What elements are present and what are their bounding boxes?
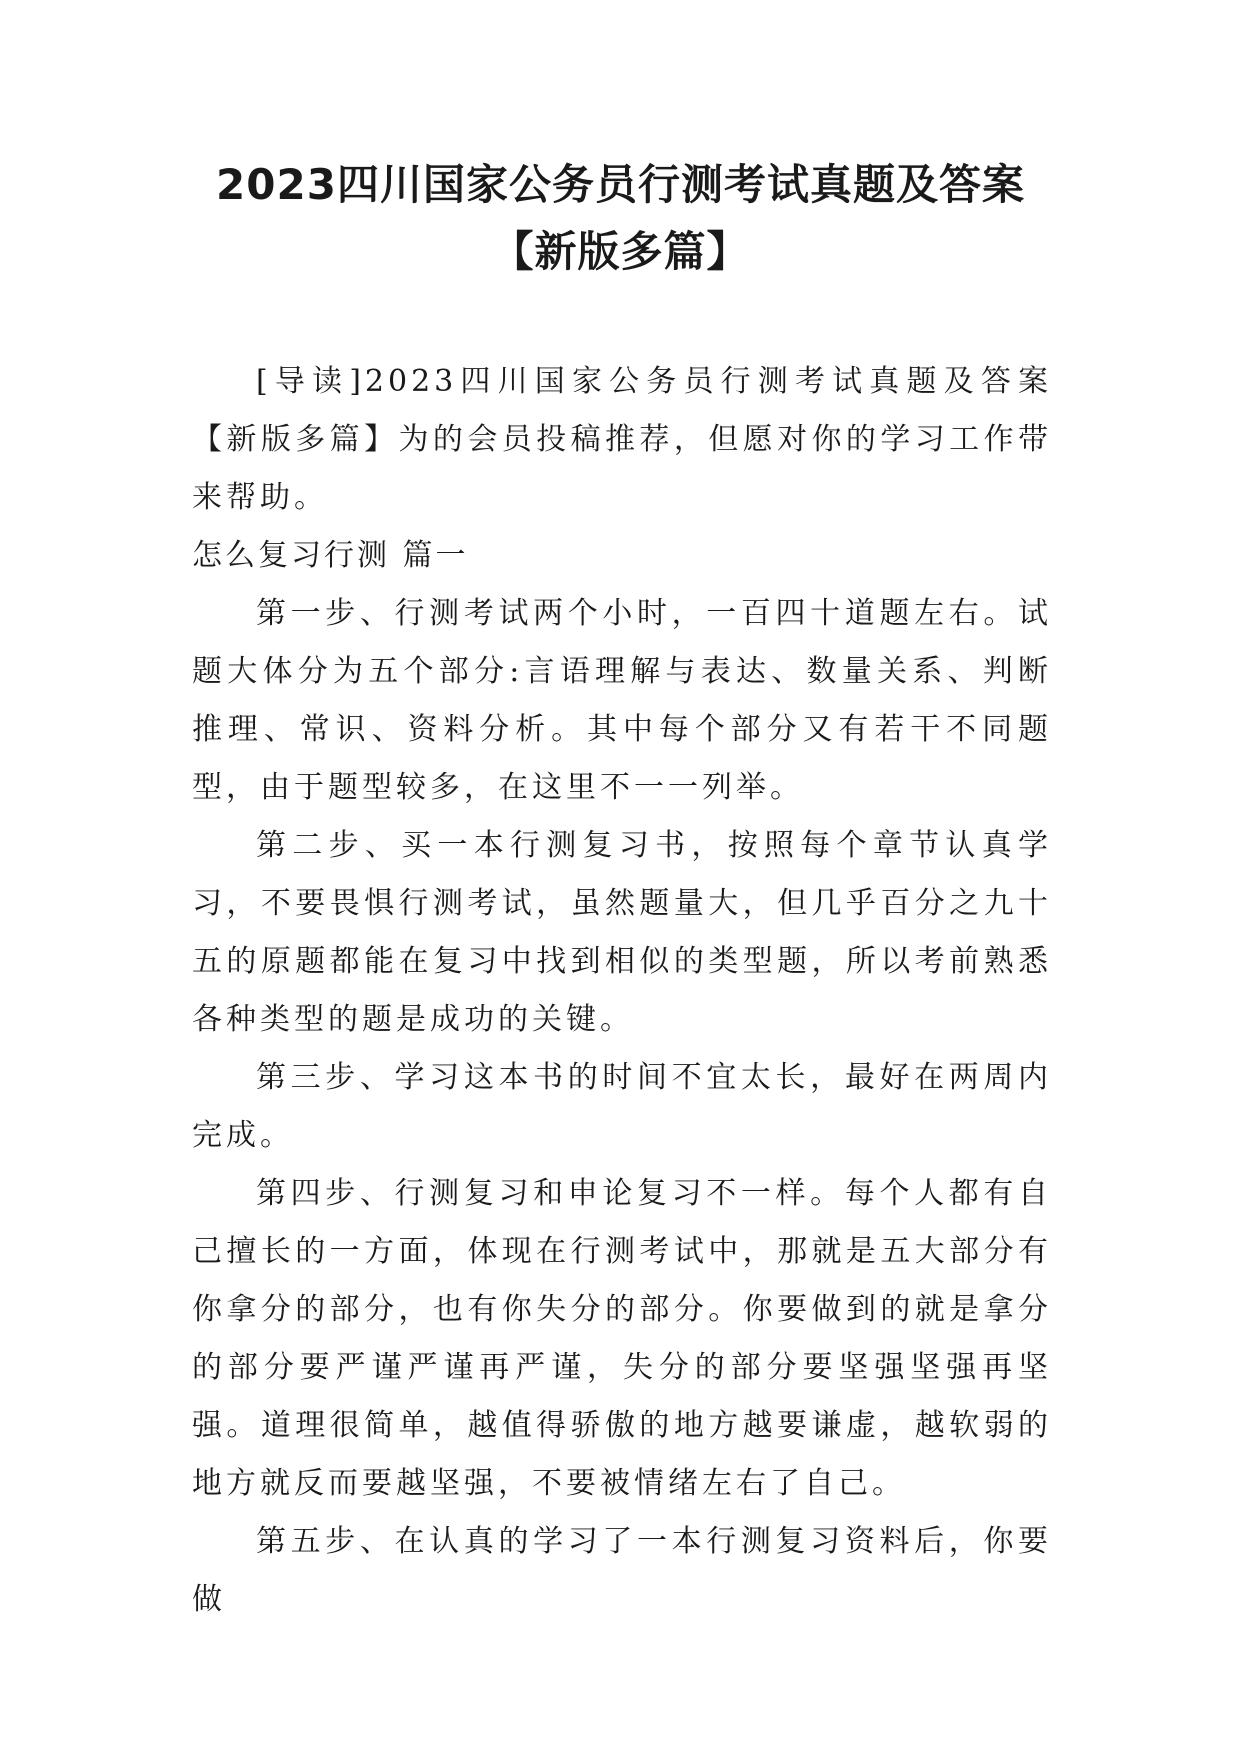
- paragraph-step-3: 第三步、学习这本书的时间不宜太长，最好在两周内完成。: [192, 1060, 1052, 1153]
- paragraph-step-1: 第一步、行测考试两个小时，一百四十道题左右。试题大体分为五个部分:言语理解与表达、数量关系、判断推理、常识、资料分析。其中每个部分又有若干不同题型，由于题型较多，在这里不一一列举。: [192, 596, 1052, 805]
- paragraph-step-5: 第五步、在认真的学习了一本行测复习资料后，你要做: [192, 1524, 1052, 1617]
- section-heading: 怎么复习行测 篇一: [192, 538, 469, 573]
- document-title-line2: 【新版多篇】: [491, 227, 750, 276]
- document-title-line1: 2023四川国家公务员行测考试真题及答案: [216, 160, 1025, 209]
- intro-paragraph: [导读]2023四川国家公务员行测考试真题及答案【新版多篇】为的会员投稿推荐，但愿对你的学习工作带来帮助。: [192, 364, 1052, 515]
- paragraph-step-2: 第二步、买一本行测复习书，按照每个章节认真学习，不要畏惧行测考试，虽然题量大，但几乎百分之九十五的原题都能在复习中找到相似的类型题，所以考前熟悉各种类型的题是成功的关键。: [192, 828, 1052, 1037]
- paragraph-step-4: 第四步、行测复习和申论复习不一样。每个人都有自己擅长的一方面，体现在行测考试中，那就是五大部分有你拿分的部分，也有你失分的部分。你要做到的就是拿分的部分要严谨严谨再严谨，失分的部分要坚强坚强再坚强。道理很简单，越值得骄傲的地方越要谦虚，越软弱的地方就反而要越坚强，不要被情绪左右了自己。: [192, 1176, 1052, 1501]
